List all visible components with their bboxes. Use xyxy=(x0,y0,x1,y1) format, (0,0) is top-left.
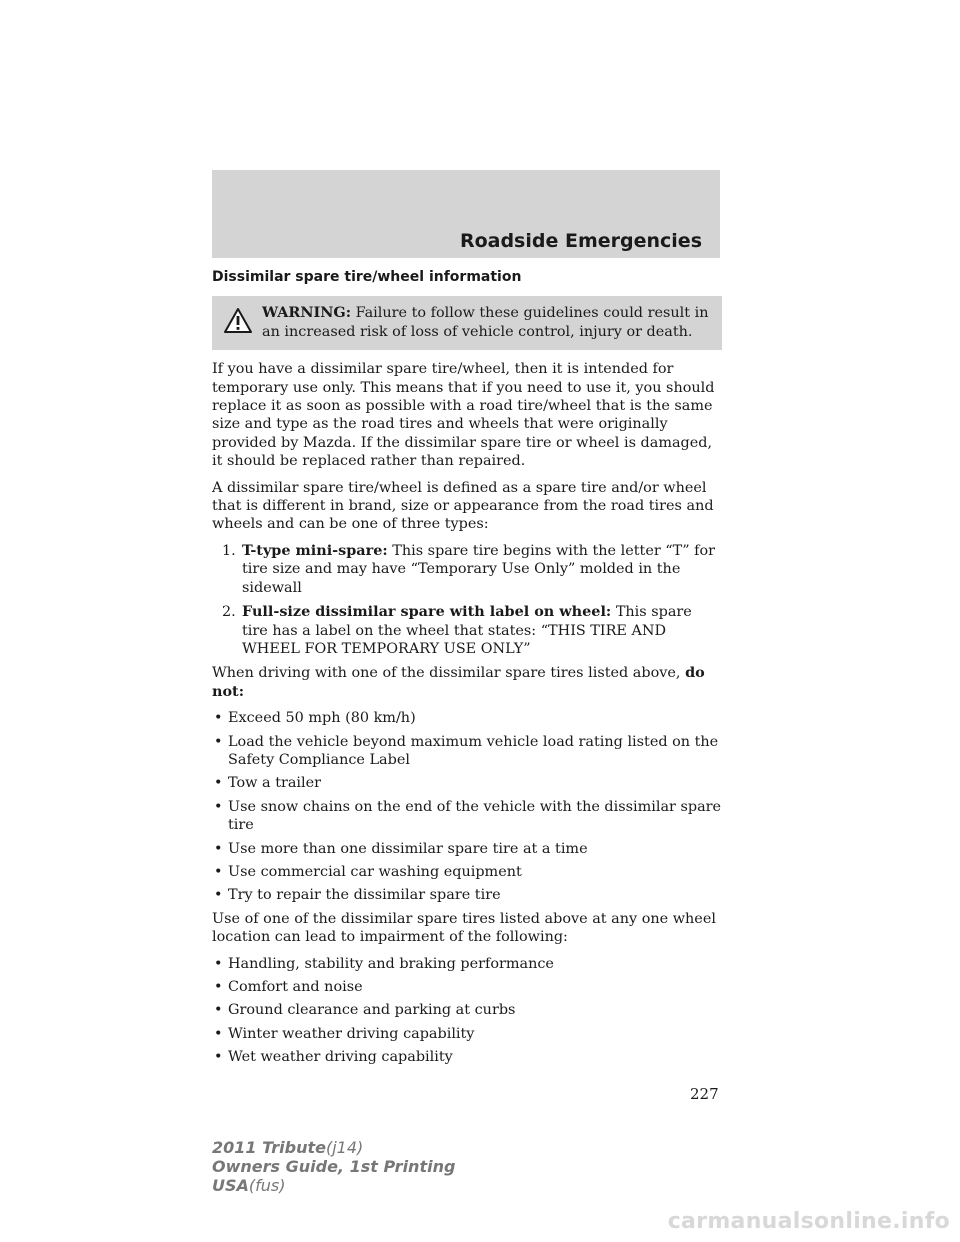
item-title: T-type mini-spare: xyxy=(242,541,388,559)
item-text: This spare tire has a label on the wheel that states: “THIS TIRE AND WHEEL FOR TEMPORARY USE ONLY” xyxy=(242,604,692,657)
item-number: 1. xyxy=(222,542,236,559)
bullet-icon: • xyxy=(214,1049,223,1066)
bullet-icon: • xyxy=(214,955,223,972)
warning-triangle-icon xyxy=(224,307,252,333)
numbered-item xyxy=(212,542,722,597)
bullet-icon: • xyxy=(214,979,223,995)
warning-label: WARNING: xyxy=(262,304,352,322)
numbered-item xyxy=(212,603,722,658)
do-not-label: do not: xyxy=(212,664,705,700)
warning-text: Failure to follow these guidelines could result in an increased risk of loss of vehicle control, injury or death. xyxy=(262,305,709,340)
bullet-icon: • xyxy=(214,798,223,815)
print-footer: 2011 Tribute(j14) Owners Guide, 1st Printing USA(fus) xyxy=(212,1138,456,1195)
bullet-icon: • xyxy=(214,1002,223,1019)
header-band xyxy=(212,170,720,258)
list-item: • Ground clearance and parking at curbs xyxy=(214,1002,516,1019)
list-item: • Winter weather driving capability xyxy=(214,1025,475,1042)
list-item: • Use commercial car washing equipment xyxy=(214,863,522,880)
bullet-icon: • xyxy=(214,775,223,792)
do-not-list xyxy=(212,709,722,905)
list-item: • Use more than one dissimilar spare tire at a time xyxy=(214,840,588,857)
bullet-icon: • xyxy=(214,710,223,727)
list-item: • Exceed 50 mph (80 km/h) xyxy=(214,710,416,727)
bullet-icon: • xyxy=(214,733,223,750)
bullet-icon: • xyxy=(214,887,223,904)
bullet-icon: • xyxy=(214,863,223,880)
impairment-list xyxy=(212,955,722,1067)
list-item: • Try to repair the dissimilar spare tire xyxy=(214,887,501,904)
list-item: • Tow a trailer xyxy=(214,775,322,792)
bullet-icon: • xyxy=(214,840,223,857)
list-item: • Comfort and noise xyxy=(214,979,363,995)
do-not-lead: When driving with one of the dissimilar spare tires listed above, xyxy=(212,665,681,682)
page-content xyxy=(212,268,722,1072)
item-number: 2. xyxy=(222,604,236,621)
subheading: Dissimilar spare tire/wheel information xyxy=(212,269,522,285)
bullet-icon: • xyxy=(214,1025,223,1042)
item-text: This spare tire begins with the letter “T” for tire size and may have “Temporary Use Only” molded in the sidewall xyxy=(242,542,716,596)
paragraph-impairment: Use of one of the dissimilar spare tires listed above at any one wheel location can lead to impairment of the following: xyxy=(212,910,716,946)
paragraph-definition: A dissimilar spare tire/wheel is defined as a spare tire and/or wheel that is different in brand, size or appearance from the road tires and wheels and can be one of three types: xyxy=(212,479,714,533)
list-item: • Use snow chains on the end of the vehicle with the dissimilar spare tire xyxy=(214,798,722,834)
watermark: carmanualsonline.info xyxy=(667,1209,950,1234)
list-item: • Load the vehicle beyond maximum vehicle load rating listed on the Safety Compliance Label xyxy=(214,733,719,768)
paragraph-do-not xyxy=(212,664,722,701)
page-number: 227 xyxy=(690,1085,719,1103)
item-title: Full-size dissimilar spare with label on wheel: xyxy=(242,603,612,621)
warning-box xyxy=(212,296,722,350)
list-item: • Wet weather driving capability xyxy=(214,1049,453,1066)
paragraph-intro: If you have a dissimilar spare tire/wheel, then it is intended for temporary use only. This means that if you need to use it, you should replace it as soon as possible with a road tire/wheel that is the same size and type as the road tires and wheels that were originally provided by Mazda. If the dissimilar spare tire or wheel is damaged, it should be replaced rather than repaired. xyxy=(212,361,715,470)
list-item: • Handling, stability and braking performance xyxy=(214,955,554,972)
section-title: Roadside Emergencies xyxy=(459,230,702,252)
